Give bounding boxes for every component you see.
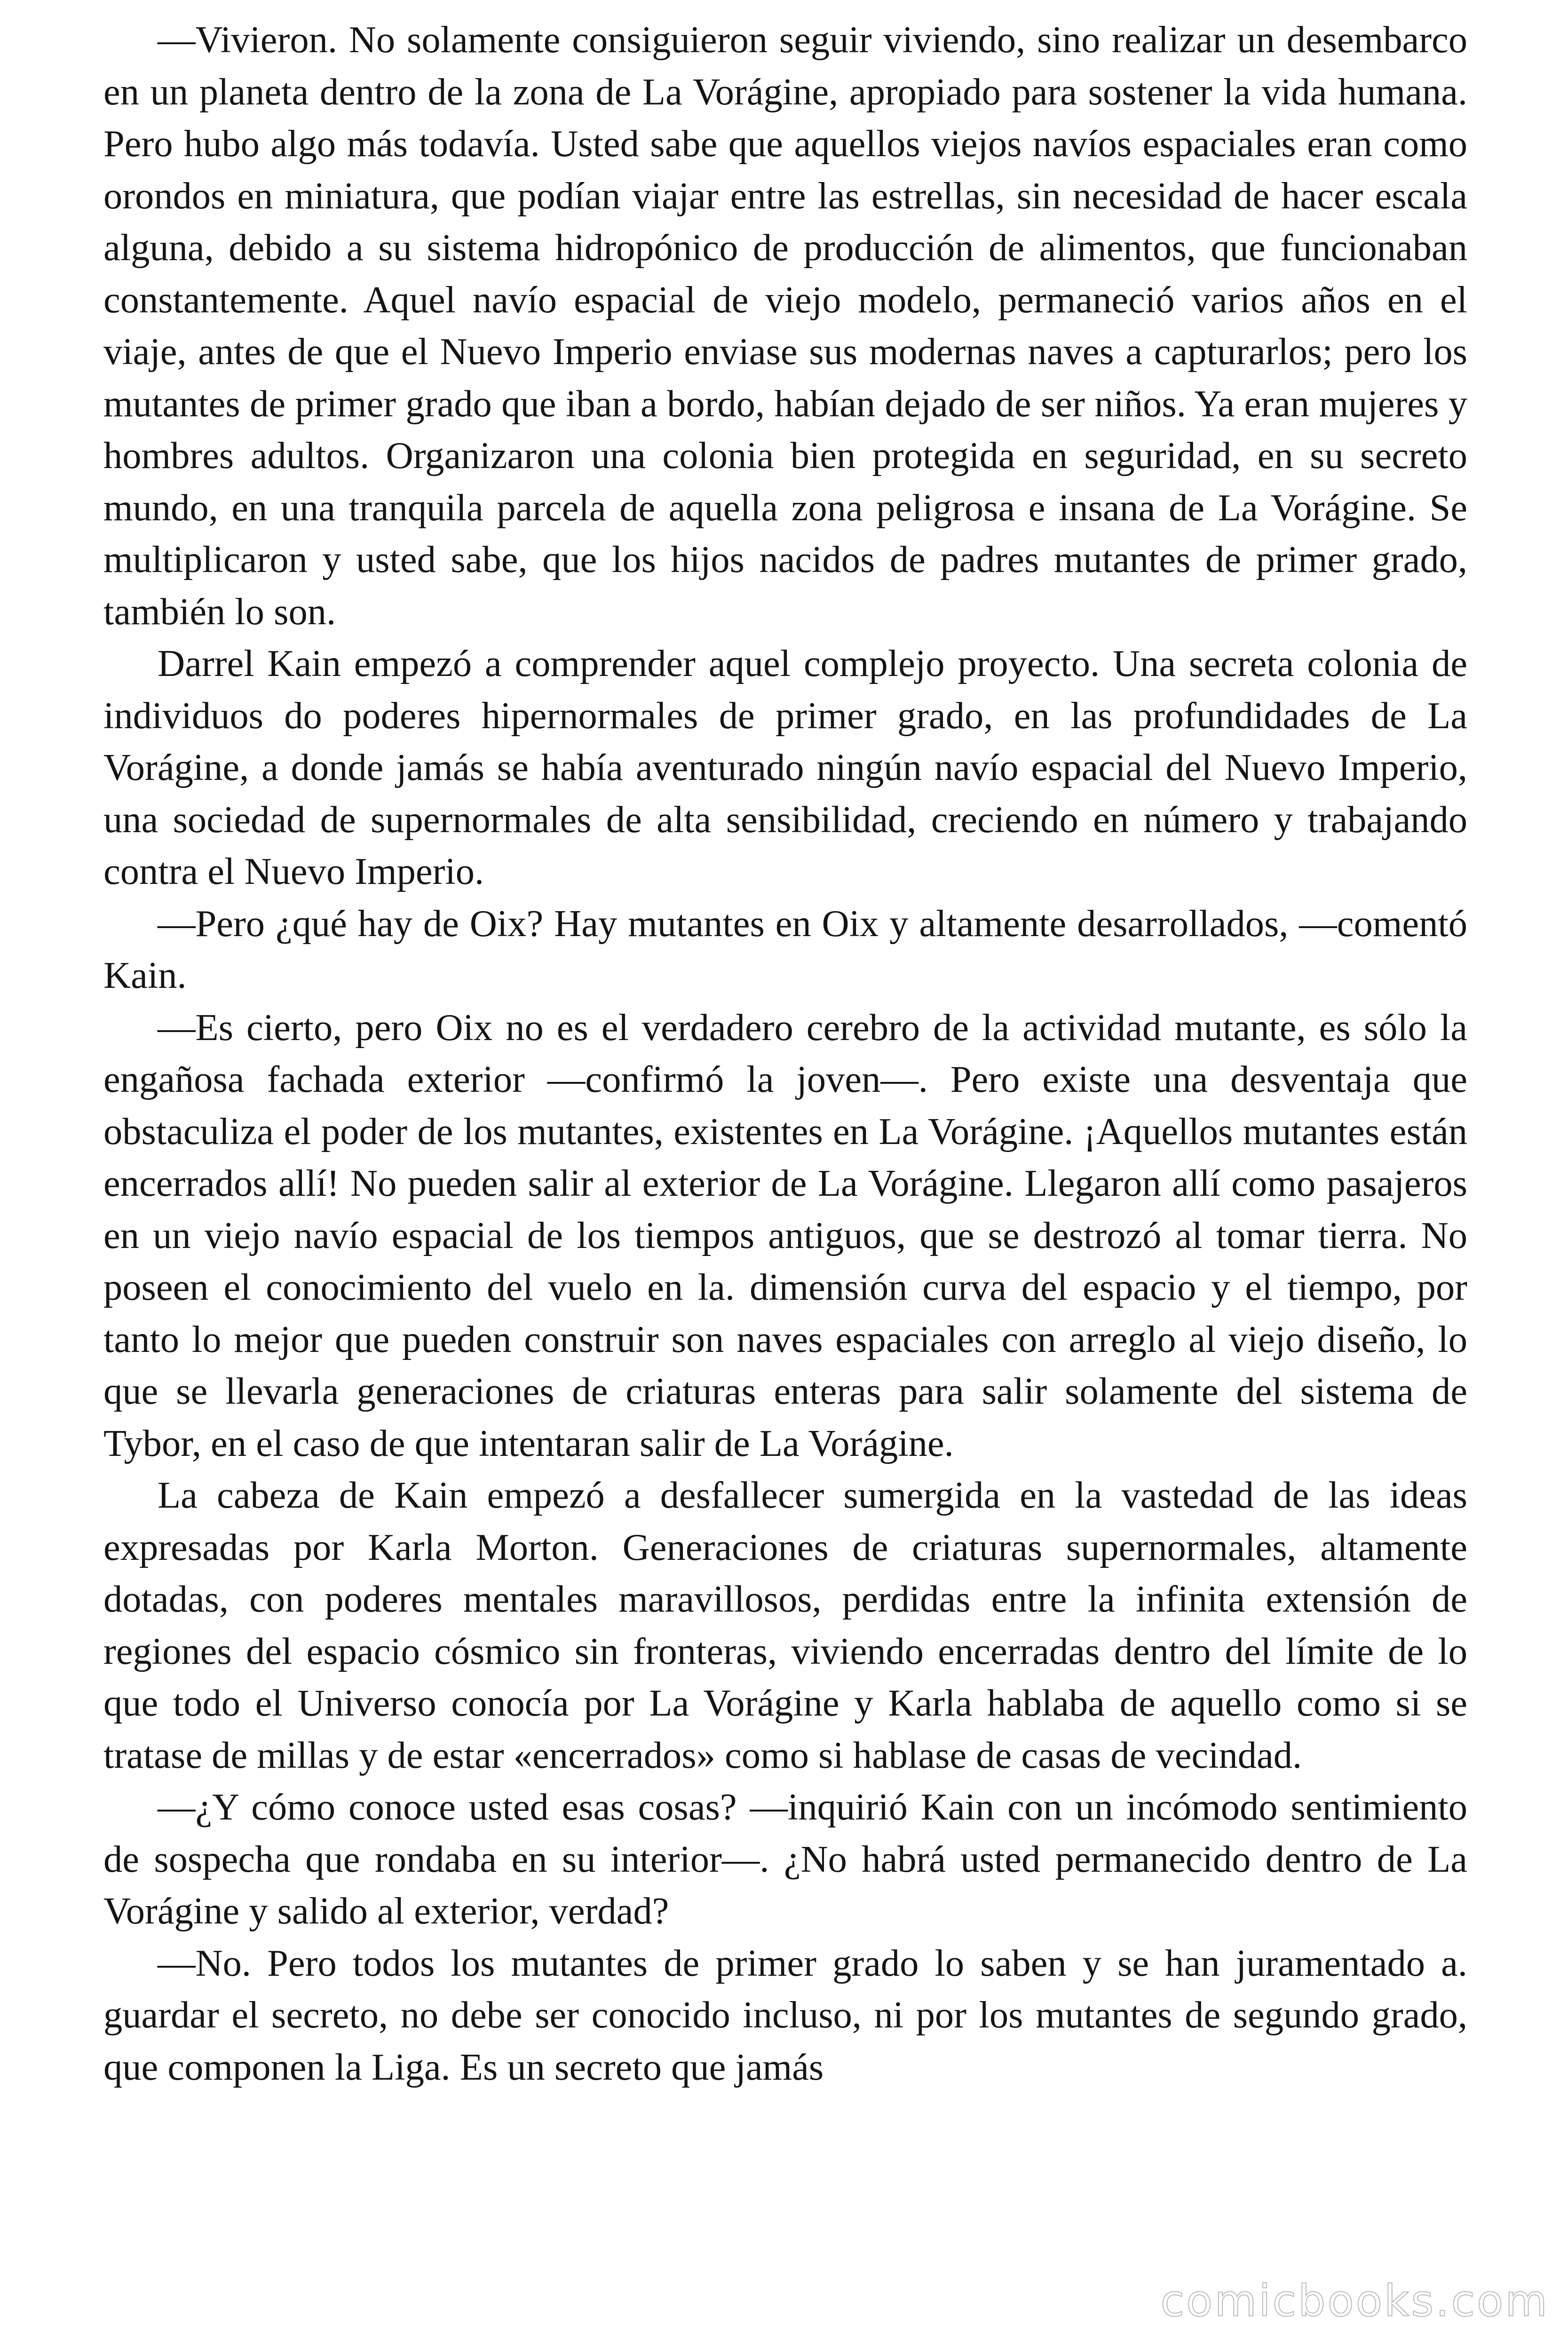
paragraph: —¿Y cómo conoce usted esas cosas? —inquirió Kain con un incómodo sentimiento de sospecha que rondaba en su interior—. ¿No habrá usted permanecido dentro de La Vorágine y salido al exterior, verdad? [103, 1786, 1467, 1932]
paragraph: —Es cierto, pero Oix no es el verdadero cerebro de la actividad mutante, es sólo la engañosa fachada exterior —confirmó la joven—. Pero existe una desventaja que obstaculiza el poder de los mutantes, existentes en La Vorágine. ¡Aquellos mutantes están encerrados allí! No pueden salir al exterior de La Vorágine. Llegaron allí como pasajeros en un viejo navío espacial de los tiempos antiguos, que se destrozó al tomar tierra. No poseen el conocimiento del vuelo en la. dimensión curva del espacio y el tiempo, por tanto lo mejor que pueden construir son naves espaciales con arreglo al viejo diseño, lo que se llevarla generaciones de criaturas enteras para salir solamente del sistema de Tybor, en el caso de que intentaran salir de La Vorágine. [103, 1006, 1467, 1464]
paragraph: La cabeza de Kain empezó a desfallecer sumergida en la vastedad de las ideas expresadas por Karla Morton. Generaciones de criaturas supernormales, altamente dotadas, con poderes mentales maravillosos, perdidas entre la infinita extensión de regiones del espacio cósmico sin fronteras, viviendo encerradas dentro del límite de lo que todo el Universo conocía por La Vorágine y Karla hablaba de aquello como si se tratase de millas y de estar «encerrados» como si hablase de casas de vecindad. [103, 1474, 1467, 1776]
paragraph: Darrel Kain empezó a comprender aquel complejo proyecto. Una secreta colonia de individuos do poderes hipernormales de primer grado, en las profundidades de La Vorágine, a donde jamás se había aventurado ningún navío espacial del Nuevo Imperio, una sociedad de supernormales de alta sensibilidad, creciendo en número y trabajando contra el Nuevo Imperio. [103, 643, 1467, 892]
book-page [103, 14, 1467, 2319]
paragraph: —No. Pero todos los mutantes de primer grado lo saben y se han juramentado a. guardar el secreto, no debe ser conocido incluso, ni por los mutantes de segundo grado, que componen la Liga. Es un secreto que jamás [103, 1942, 1467, 2088]
watermark-logo: comicbooks.com [1160, 2276, 1549, 2326]
paragraph: —Vivieron. No solamente consiguieron seguir viviendo, sino realizar un desembarco en un planeta dentro de la zona de La Vorágine, apropiado para sostener la vida humana. Pero hubo algo más todavía. Usted sabe que aquellos viejos navíos espaciales eran como orondos en miniatura, que podían viajar entre las estrellas, sin necesidad de hacer escala alguna, debido a su sistema hidropónico de producción de alimentos, que funcionaban constantemente. Aquel navío espacial de viejo modelo, permaneció varios años en el viaje, antes de que el Nuevo Imperio enviase sus modernas naves a capturarlos; pero los mutantes de primer grado que iban a bordo, habían dejado de ser niños. Ya eran mujeres y hombres adultos. Organizaron una colonia bien protegida en seguridad, en su secreto mundo, en una tranquila parcela de aquella zona peligrosa e insana de La Vorágine. Se multiplicaron y usted sabe, que los hijos nacidos de padres mutantes de primer grado, también lo son. [103, 19, 1467, 633]
paragraph: —Pero ¿qué hay de Oix? Hay mutantes en Oix y altamente desarrollados, —comentó Kain. [103, 902, 1467, 996]
